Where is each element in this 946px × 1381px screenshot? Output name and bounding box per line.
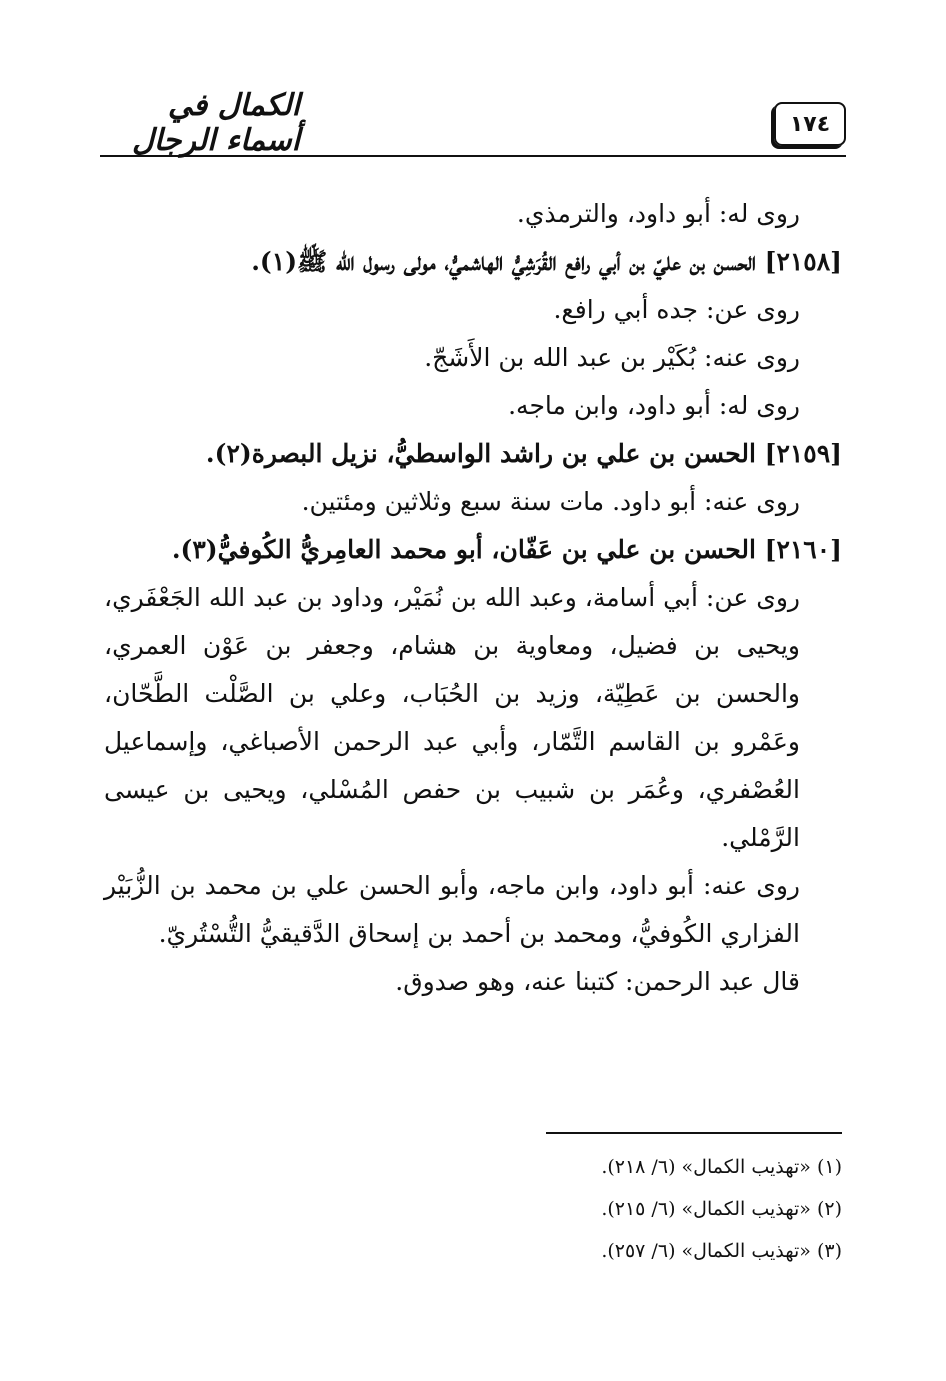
page-header <box>100 88 846 158</box>
text-line: روى عنه: بُكَيْر بن عبد الله بن الأَشَجّ. <box>424 343 800 372</box>
text-line: قال عبد الرحمن: كتبنا عنه، وهو صدوق. <box>395 967 800 996</box>
page-number: ١٧٤ <box>774 102 846 146</box>
page-body <box>104 190 842 1006</box>
footnotes <box>104 1146 842 1272</box>
entry-heading-2158: [٢١٥٨] الحسن بن عليّ بن أبي رافع القُرَشِيُّ الهاشميُّ، مولى رسول الله ﷺ(١). <box>251 247 842 276</box>
narrators-from-paragraph: روى عن: أبي أسامة، وعبد الله بن نُمَيْر، وداود بن عبد الله الجَعْفَري، ويحيى بن فضيل، ومعاوية بن هشام، وجعفر بن عَوْن العمري، والحسن بن عَطِيّة، وزيد بن الحُبَاب، وعلي بن الصَّلْت الطَّحّان، وعَمْرو بن القاسم التَّمّار، وأبي عبد الرحمن الأصباغي، وإسماعيل العُصْفري، وعُمَر بن شبيب بن حفص المُسْلي، ويحيى بن عيسى الرَّمْلي. <box>104 583 800 852</box>
footnote: (٢) «تهذيب الكمال» (٦/ ٢١٥). <box>601 1198 842 1220</box>
running-title: الكمال في أسماء الرجال <box>131 88 300 158</box>
text-line: روى له: أبو داود، والترمذي. <box>516 199 800 228</box>
text-line: روى عن: جده أبي رافع. <box>553 295 800 324</box>
narrators-to-paragraph: روى عنه: أبو داود، وابن ماجه، وأبو الحسن علي بن محمد بن الزُّبَيْر الفزاري الكُوفيُّ، ومحمد بن أحمد بن إسحاق الدَّقيقيُّ التُّسْتُريّ. <box>104 871 800 948</box>
entry-heading-2160: [٢١٦٠] الحسن بن علي بن عَفّان، أبو محمد العامِريُّ الكُوفيُّ(٣). <box>171 535 842 564</box>
text-line: روى عنه: أبو داود. مات سنة سبع وثلاثين ومئتين. <box>301 487 800 516</box>
entry-heading-2159: [٢١٥٩] الحسن بن علي بن راشد الواسطيُّ، نزيل البصرة(٢). <box>205 439 842 468</box>
footnote-separator <box>546 1132 842 1134</box>
footnote: (٣) «تهذيب الكمال» (٦/ ٢٥٧). <box>601 1240 842 1262</box>
header-rule <box>100 155 846 157</box>
footnote: (١) «تهذيب الكمال» (٦/ ٢١٨). <box>601 1156 842 1178</box>
text-line: روى له: أبو داود، وابن ماجه. <box>508 391 800 420</box>
